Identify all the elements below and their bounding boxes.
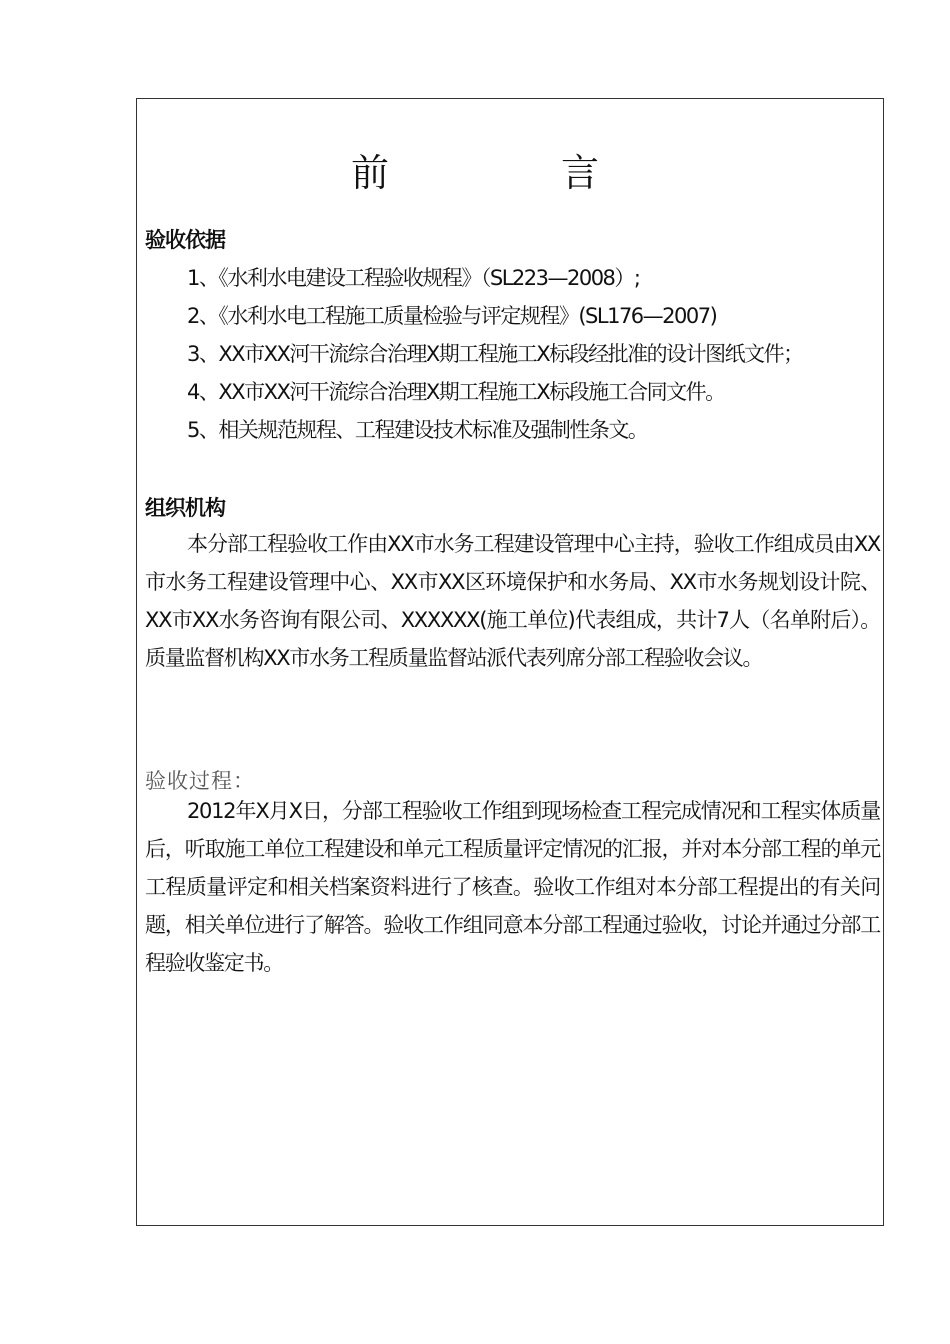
basis-item-1: 1、《水利水电建设工程验收规程》（SL223—2008）; [187,266,640,290]
page-title: 前 言 [350,151,680,195]
basis-item-3: 3、XX市XX河干流综合治理X期工程施工X标段经批准的设计图纸文件； [187,342,803,366]
process-heading: 验收过程： [145,769,255,793]
process-paragraph: 2012年X月X日，分部工程验收工作组到现场检查工程完成情况和工程实体质量后，听取施工单位工程建设和单元工程质量评定情况的汇报，并对本分部工程的单元工程质量评定和相关档案资料进行了核查。验收工作组对本分部工程提出的有关问题，相关单位进行了解答。验收工作组同意本分部工程通过验收，讨论并通过分部工程验收鉴定书。 [145,799,880,975]
basis-heading: 验收依据 [145,228,225,252]
organization-heading: 组织机构 [145,496,225,520]
basis-item-4: 4、XX市XX河干流综合治理X期工程施工X标段施工合同文件。 [187,380,725,404]
basis-item-5: 5、相关规范规程、工程建设技术标准及强制性条文。 [187,418,648,442]
basis-item-2: 2、《水利水电工程施工质量检验与评定规程》(SL176—2007) [187,304,717,328]
organization-paragraph: 本分部工程验收工作由XX市水务工程建设管理中心主持，验收工作组成员由XX市水务工程建设管理中心、XX市XX区环境保护和水务局、XX市水务规划设计院、XX市XX水务咨询有限公司、XXXXXX(施工单位)代表组成，共计7人（名单附后）。质量监督机构XX市水务工程质量监督站派代表列席分部工程验收会议。 [145,532,880,670]
